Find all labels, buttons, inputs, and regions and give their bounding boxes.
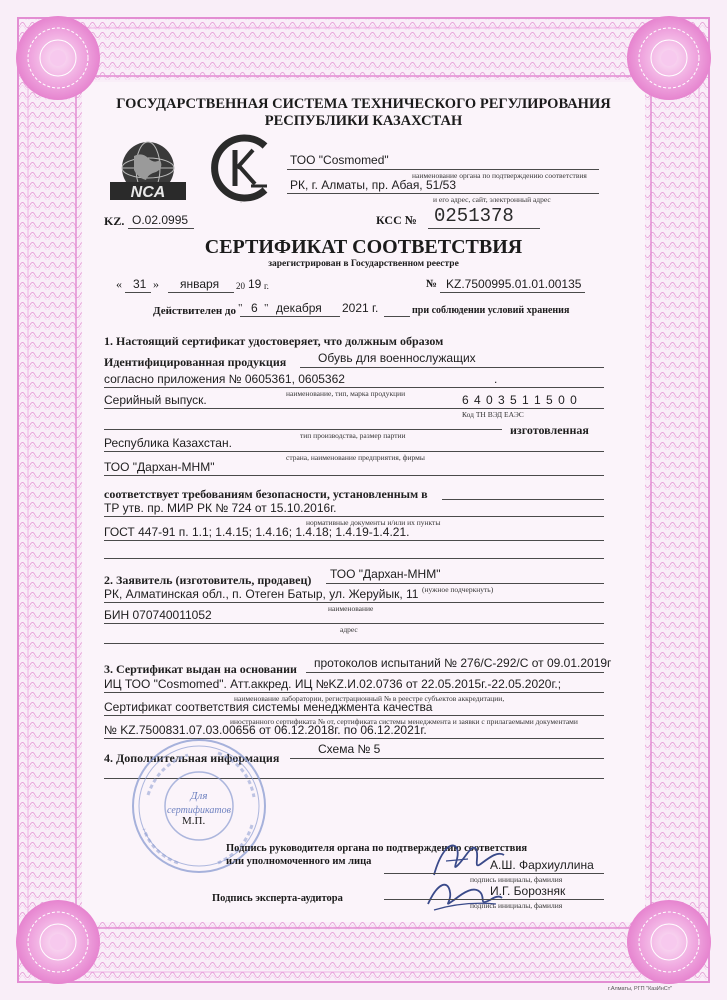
bin-value: БИН 070740011052 [104, 608, 212, 622]
valid-day: 6 [251, 301, 258, 315]
mgmt-number: № KZ.7500831.07.03.00656 от 06.12.2018г. по 06.12.2021г. [104, 723, 427, 737]
basis-value: протоколов испытаний № 276/С-292/С от 09.01.2019г [314, 656, 612, 670]
country-caption: страна, наименование предприятия, фирмы [286, 453, 425, 462]
corner-rosette-top-right [627, 16, 711, 100]
kz-conformity-logo [205, 132, 277, 204]
valid-open-quote: " [238, 302, 243, 314]
country-value: Республика Казахстан. [104, 436, 232, 450]
date-close-quote: » [153, 277, 159, 291]
nca-logo [104, 140, 192, 206]
mp-label: М.П. [182, 815, 206, 827]
kss-label: КСС № [376, 213, 417, 227]
head-name: А.Ш. Фархиуллина [490, 858, 594, 872]
reg-no-label: № [426, 278, 438, 290]
manufactured-label: изготовленная [510, 423, 589, 437]
lab-caption: наименование лаборатории, регистрационный № в реестре субъектов аккредитации, [234, 694, 505, 703]
registered-note: зарегистрирован в Государственном реестре [268, 259, 459, 269]
kz-label: KZ. [104, 214, 125, 228]
head-caption: подпись инициалы, фамилия [470, 875, 563, 884]
appendix-dot: . [494, 372, 498, 386]
printer-imprint: г.Алматы, РГП "КазИнСт" [608, 986, 673, 992]
kss-number: 0251378 [434, 205, 514, 227]
product-label: Идентифицированная продукция [104, 355, 287, 369]
applicant-address: РК, Алматинская обл., п. Отеген Батыр, ул. Жеруйык, 11 [104, 587, 419, 601]
corner-rosette-bottom-right [627, 900, 711, 984]
corner-rosette-top-left [16, 16, 100, 100]
reg-number: KZ.7500995.01.01.00135 [446, 277, 582, 291]
date-year: 19 [248, 277, 262, 291]
head-sign-line-2: или уполномоченного им лица [226, 856, 372, 867]
expert-sign-label: Подпись эксперта-аудитора [212, 893, 343, 904]
valid-condition: при соблюдении условий хранения [412, 305, 570, 316]
appendix-caption: наименование, тип, марка продукции [286, 389, 406, 398]
valid-year: 2021 г. [342, 301, 379, 315]
applicant-value: ТОО "Дархан-МНМ" [330, 567, 441, 581]
certificate-title: СЕРТИФИКАТ СООТВЕТСТВИЯ [204, 236, 523, 258]
product-value: Обувь для военнослужащих [318, 351, 476, 365]
date-open-quote: « [116, 277, 122, 291]
nca-logo-text: NCA [130, 184, 166, 201]
serial-label: Серийный выпуск. [104, 393, 207, 407]
address-caption: адрес [340, 625, 358, 634]
mgmt-caption: иностранного сертификата № от, сертификата системы менеджмента и заявки с прилагаемыми документами [230, 717, 578, 726]
tr-caption: нормативные документы и/или их пункты [306, 518, 441, 527]
org-address: РК, г. Алматы, пр. Абая, 51/53 [290, 178, 457, 192]
expert-caption: подпись инициалы, фамилия [470, 901, 563, 910]
company-value: ТОО "Дархан-МНМ" [104, 460, 215, 474]
org-name-caption: наименование органа по подтверждению соответствия [412, 171, 587, 180]
corner-rosette-bottom-left [16, 900, 100, 984]
kz-number: О.02.0995 [132, 213, 189, 227]
stamp-inner-bottom: сертификатов [167, 805, 231, 816]
tnved-caption: Код ТН ВЭД ЕАЭС [462, 410, 524, 419]
section-3-title: 3. Сертификат выдан на основании [104, 662, 297, 676]
stamp-inner-top: Для [190, 790, 208, 802]
complies-label: соответствует требованиям безопасности, установленным в [104, 487, 428, 501]
date-day: 31 [133, 277, 147, 291]
valid-until-label: Действителен до [153, 305, 236, 317]
section-2-title: 2. Заявитель (изготовитель, продавец) [104, 573, 312, 587]
valid-month: декабря [276, 301, 322, 315]
kz-logo-text: KZ [240, 203, 242, 204]
tr-value: ТР утв. пр. МИР РК № 724 от 15.10.2016г. [104, 501, 337, 515]
org-name: ТОО "Cosmomed" [290, 153, 389, 167]
appendix-value: согласно приложения № 0605361, 0605362 [104, 372, 345, 386]
valid-close-quote: " [264, 302, 269, 314]
mgmt-value: Сертификат соответствия системы менеджмента качества [104, 700, 433, 714]
head-sign-line-1: Подпись руководителя органа по подтверждению соответствия [226, 843, 528, 854]
org-address-caption: и его адрес, сайт, электронный адрес [433, 195, 551, 204]
date-year-suffix: г. [264, 281, 269, 291]
section-1-title: 1. Настоящий сертификат удостоверяет, что должным образом [104, 334, 444, 348]
applicant-caption: наименование [328, 604, 374, 613]
header-line-1: ГОСУДАРСТВЕННАЯ СИСТЕМА ТЕХНИЧЕСКОГО РЕГУЛИРОВАНИЯ [116, 96, 611, 112]
expert-name: И.Г. Борозняк [490, 884, 566, 898]
date-year-prefix: 20 [236, 281, 245, 291]
applicant-note: (нужное подчеркнуть) [422, 585, 494, 594]
date-month: января [180, 277, 220, 291]
scheme-value: Схема № 5 [318, 742, 381, 756]
tnved-code: 6 4 0 3 5 1 1 5 0 0 [462, 393, 578, 407]
header-line-2: РЕСПУБЛИКИ КАЗАХСТАН [264, 113, 463, 129]
gost-value: ГОСТ 447-91 п. 1.1; 1.4.15; 1.4.16; 1.4.18; 1.4.19-1.4.21. [104, 525, 410, 539]
lab-value: ИЦ ТОО "Cosmomed". Атт.аккред. ИЦ №KZ.И.02.0736 от 22.05.2015г.-22.05.2020г.; [104, 677, 562, 691]
section-4-title: 4. Дополнительная информация [104, 751, 280, 765]
type-caption: тип производства, размер партии [300, 431, 406, 440]
